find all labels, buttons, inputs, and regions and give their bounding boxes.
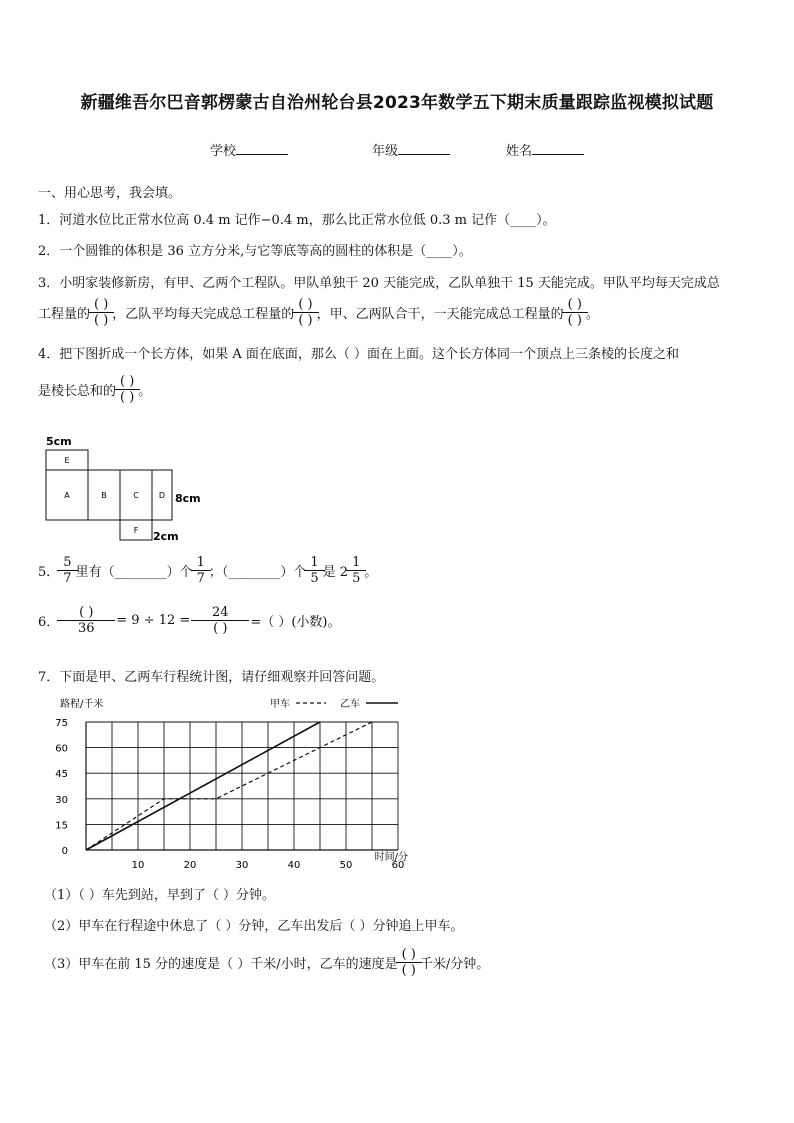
grade-field xyxy=(372,140,450,159)
q3-text-4: 。 xyxy=(585,307,599,322)
net-side-label: 8cm xyxy=(175,492,201,505)
q5-fraction-3: $\frac{1}{5}$ xyxy=(307,556,321,585)
net-label-d: D xyxy=(158,491,166,500)
y-tick-label: 45 xyxy=(55,769,68,781)
q5-fraction-4: $\frac{1}{5}$ xyxy=(349,556,363,585)
cuboid-net-diagram xyxy=(38,432,218,547)
y-tick-label: 30 xyxy=(55,794,68,806)
q4-end: 。 xyxy=(138,384,152,399)
q6-fraction-1[interactable]: $\frac{( )}{36}$ xyxy=(60,606,112,635)
x-tick-label: 50 xyxy=(339,860,353,871)
x-tick-label: 30 xyxy=(235,860,249,871)
question-4-line1: 4．把下图折成一个长方体，如果 A 面在底面，那么（ ）面在上面。这个长方体同一个顶点上三条棱的长度之和 xyxy=(38,347,680,362)
q6-fraction-2[interactable]: $\frac{24}{( )}$ xyxy=(194,606,246,635)
q3-fraction-1[interactable]: $\frac{( )}{( )}$ xyxy=(91,298,111,327)
q5-text-4: 。 xyxy=(364,565,378,580)
net-label-f: F xyxy=(133,526,139,535)
q6-number: 6． xyxy=(38,615,60,630)
y-tick-label: 60 xyxy=(55,743,68,755)
question-5 xyxy=(38,556,377,585)
y-tick-label: 0 xyxy=(61,846,68,857)
legend-yi: 乙车 xyxy=(340,699,360,710)
name-label: 姓名 xyxy=(506,144,533,159)
question-7-sub1: （1）（ ）车先到站，早到了（ ）分钟。 xyxy=(44,888,276,903)
y-tick-label: 75 xyxy=(55,718,68,729)
question-3-line2 xyxy=(38,298,599,327)
question-2: 2．一个圆锥的体积是 36 立方分米,与它等底等高的圆柱的体积是（____）。 xyxy=(38,244,472,259)
chart-grid xyxy=(86,722,398,850)
series-yi-line xyxy=(86,722,320,850)
chart-ticks xyxy=(55,718,404,871)
q5-text-3: 是 2 xyxy=(322,565,349,580)
school-label: 学校 xyxy=(210,144,237,159)
q3-fraction-2[interactable]: $\frac{( )}{( )}$ xyxy=(295,298,315,327)
question-4-line2 xyxy=(38,375,151,404)
q7-sub3-text-a: （3）甲车在前 15 分的速度是（ ）千米/小时，乙车的速度是 xyxy=(44,957,398,972)
page-title: 新疆维吾尔巴音郭楞蒙古自治州轮台县2023年数学五下期末质量跟踪监视模拟试题 xyxy=(80,93,714,113)
net-label-b: B xyxy=(101,491,107,500)
chart-ylabel: 路程/千米 xyxy=(60,699,104,710)
q5-fraction-2: $\frac{1}{7}$ xyxy=(194,556,208,585)
grade-label: 年级 xyxy=(372,144,399,159)
name-field xyxy=(506,140,584,159)
net-top-label: 5cm xyxy=(46,435,72,448)
question-7-sub2: （2）甲车在行程途中休息了（ ）分钟，乙车出发后（ ）分钟追上甲车。 xyxy=(44,919,464,934)
grade-blank[interactable] xyxy=(398,142,450,155)
chart-legend xyxy=(270,698,398,710)
net-label-c: C xyxy=(133,491,139,500)
question-3-line1: 3．小明家装修新房，有甲、乙两个工程队。甲队单独干 20 天能完成，乙队单独干 15 天能完成。甲队平均每天完成总 xyxy=(38,276,720,291)
net-label-a: A xyxy=(64,491,70,500)
series-jia-line xyxy=(86,722,372,850)
net-label-e: E xyxy=(64,456,70,465)
q7-sub3-text-b: 千米/分钟。 xyxy=(419,957,490,972)
chart-xlabel: 时间/分 xyxy=(374,852,408,863)
q3-text-2: ，乙队平均每天完成总工程量的 xyxy=(112,307,295,322)
x-tick-label: 60 xyxy=(391,860,405,871)
q5-number: 5． xyxy=(38,565,60,580)
legend-jia: 甲车 xyxy=(270,699,290,710)
question-1: 1．河道水位比正常水位高 0.4 m 记作−0.4 m，那么比正常水位低 0.3 m 记作（____）。 xyxy=(38,213,556,228)
question-7-sub3 xyxy=(44,948,489,977)
x-tick-label: 40 xyxy=(287,860,301,871)
q6-text-end: =（ ）(小数)。 xyxy=(250,615,341,630)
school-field xyxy=(210,140,288,159)
q4-fraction[interactable]: $\frac{( )}{( )}$ xyxy=(117,375,137,404)
x-tick-label: 10 xyxy=(131,860,145,871)
x-tick-label: 20 xyxy=(183,860,197,871)
q5-fraction-1: $\frac{5}{7}$ xyxy=(60,556,74,585)
q4-text: 是棱长总和的 xyxy=(38,384,117,399)
school-blank[interactable] xyxy=(236,142,288,155)
chart-series xyxy=(86,722,372,850)
q7-sub3-fraction[interactable]: $\frac{( )}{( )}$ xyxy=(399,948,419,977)
section-heading: 一、用心思考，我会填。 xyxy=(38,186,182,201)
q6-text-mid: = 9 ÷ 12 = xyxy=(116,613,191,628)
q3-text-1: 工程量的 xyxy=(38,307,91,322)
q5-text-1: 里有（________）个 xyxy=(75,565,193,580)
question-7: 7．下面是甲、乙两车行程统计图，请仔细观察并回答问题。 xyxy=(38,670,385,685)
question-6 xyxy=(38,606,340,635)
q3-text-3: ，甲、乙两队合干，一天能完成总工程量的 xyxy=(316,307,564,322)
q5-text-2: ；（________）个 xyxy=(208,565,307,580)
net-bottom-label: 2cm xyxy=(153,530,179,543)
q3-fraction-3[interactable]: $\frac{( )}{( )}$ xyxy=(565,298,585,327)
name-blank[interactable] xyxy=(532,142,584,155)
y-tick-label: 15 xyxy=(55,820,68,832)
travel-chart xyxy=(38,693,418,878)
